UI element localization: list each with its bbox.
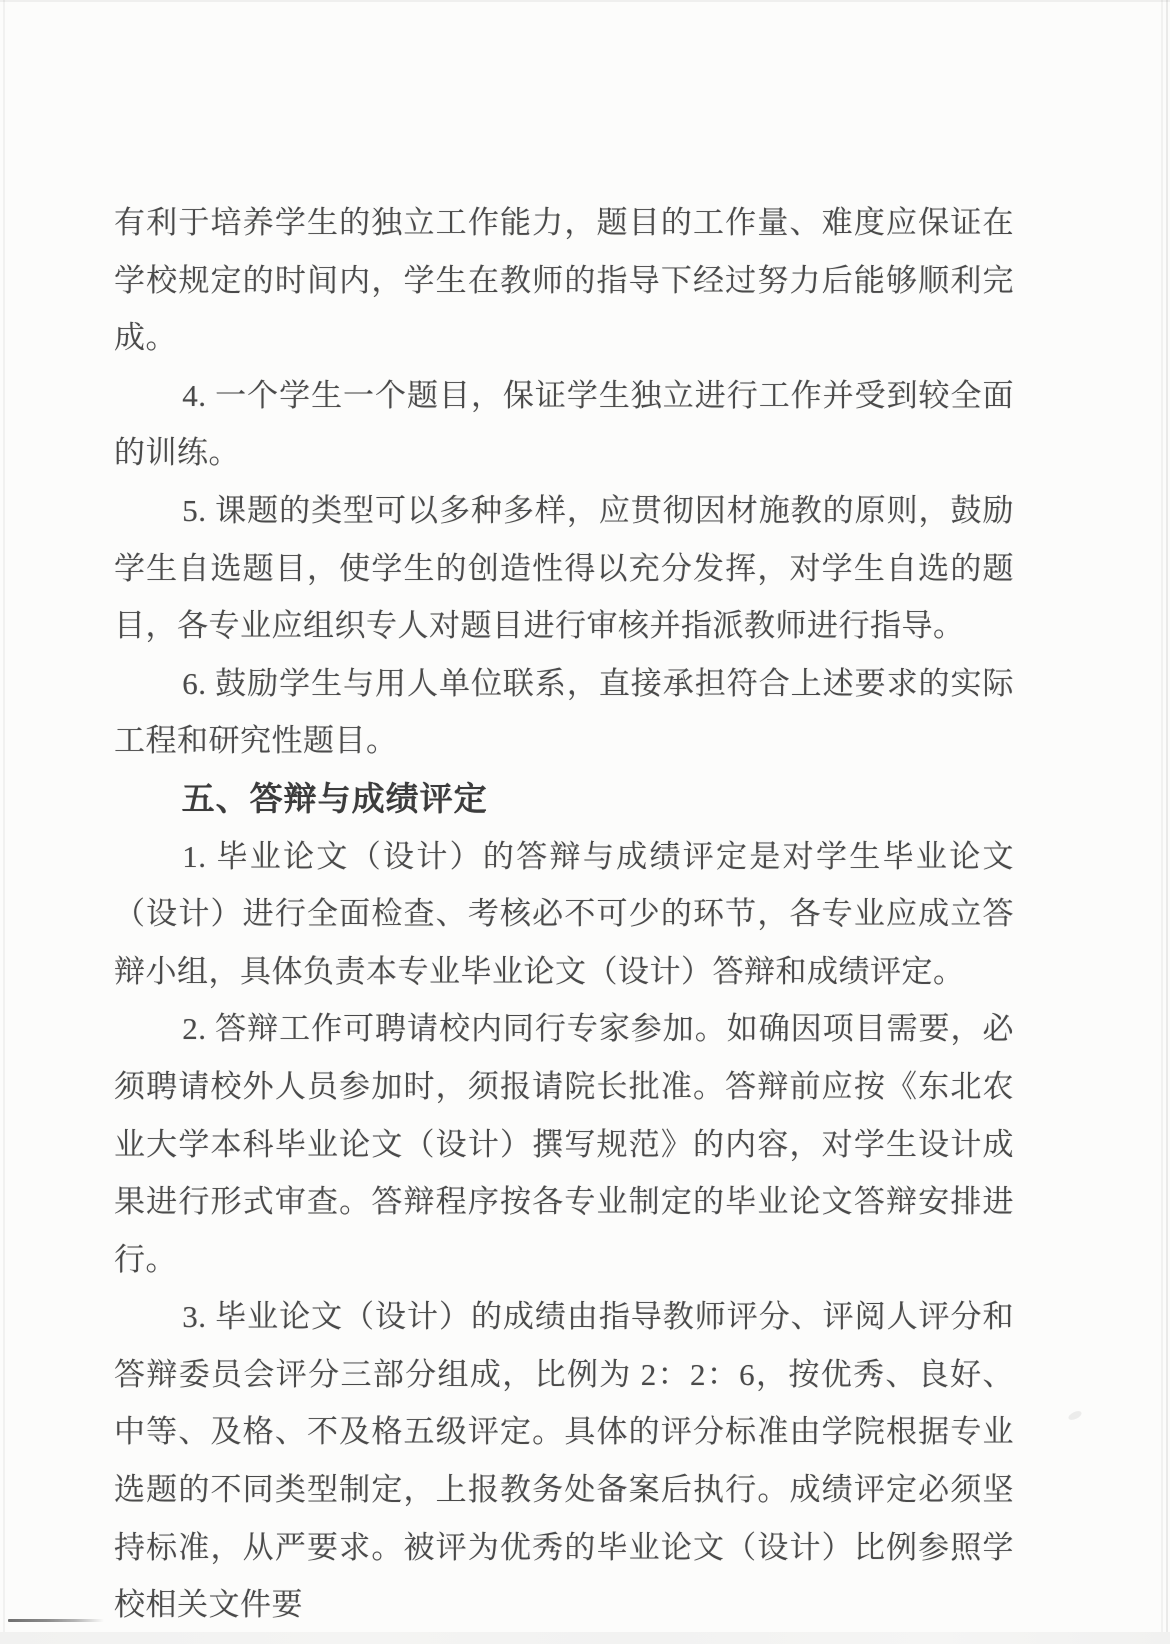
paragraph-item-2: 2. 答辩工作可聘请校内同行专家参加。如确因项目需要，必须聘请校外人员参加时，须报请院长批准。答辩前应按《东北农业大学本科毕业论文（设计）撰写规范》的内容，对学生设计成果进行形式审查。答辩程序按各专业制定的毕业论文答辩安排进行。 — [114, 1011, 1014, 1277]
paragraph-item-4: 4. 一个学生一个题目，保证学生独立进行工作并受到较全面的训练。 — [114, 377, 1014, 471]
section-heading-defense-and-grading: 五、答辩与成绩评定 — [181, 779, 488, 817]
paragraph-item-6: 6. 鼓励学生与用人单位联系，直接承担符合上述要求的实际工程和研究性题目。 — [114, 665, 1014, 759]
scan-bottom-edge-strip — [0, 1632, 1170, 1644]
scan-edge-line-right-inner — [1161, 0, 1163, 1644]
paragraph-continuation: 有利于培养学生的独立工作能力，题目的工作量、难度应保证在学校规定的时间内，学生在教师的指导下经过努力后能够顺利完成。 — [114, 205, 1014, 356]
paragraph-item-5: 5. 课题的类型可以多种多样，应贯彻因材施教的原则，鼓励学生自选题目，使学生的创造性得以充分发挥，对学生自选的题目，各专业应组织专人对题目进行审核并指派教师进行指导。 — [114, 492, 1014, 644]
scan-edge-line-right-outer — [1166, 0, 1168, 1644]
paragraph-item-3: 3. 毕业论文（设计）的成绩由指导教师评分、评阅人评分和答辩委员会评分三部分组成，比例为 2：2：6，按优秀、良好、中等、及格、不及格五级评定。具体的评分标准由学院根据专业选题的不同类型制定，上报教务处备案后执行。成绩评定必须坚持标准，从严要求。被评为优秀的毕业论文（设计）比例参照学校相关文件要 — [114, 1299, 1014, 1623]
document-text-block — [114, 194, 1014, 1634]
scan-edge-line-top — [0, 0, 1170, 2]
scan-smudge-artifact — [1067, 1409, 1083, 1421]
paragraph-item-1: 1. 毕业论文（设计）的答辩与成绩评定是对学生毕业论文（设计）进行全面检查、考核必不可少的环节，各专业应成立答辩小组，具体负责本专业毕业论文（设计）答辩和成绩评定。 — [114, 838, 1014, 989]
scan-edge-line-left — [3, 0, 5, 1644]
scan-bottom-left-line-artifact — [8, 1619, 104, 1622]
